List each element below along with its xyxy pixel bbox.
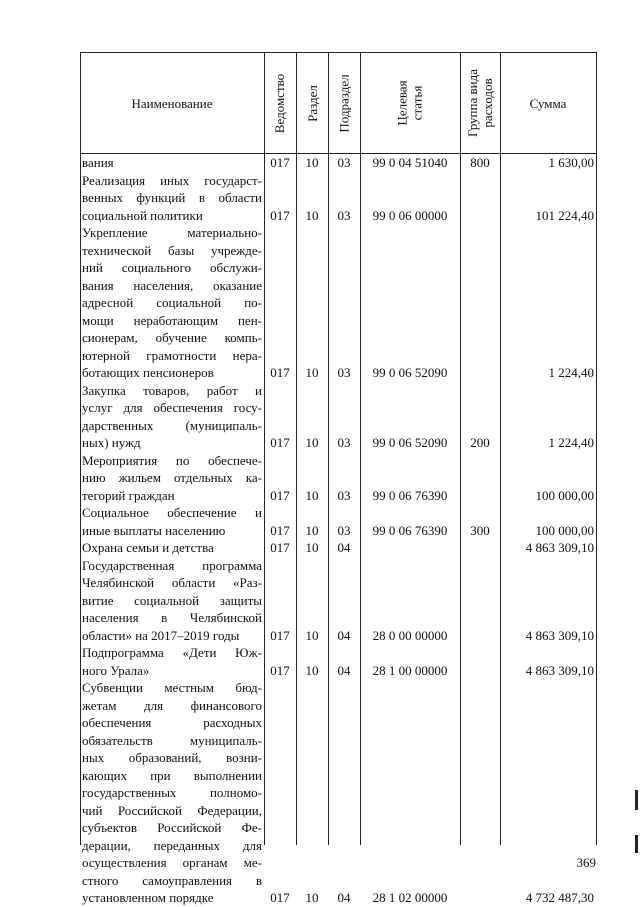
rule-left: [80, 52, 81, 845]
podrazdel-cell: 03: [337, 435, 351, 450]
razdel-cell: 10: [305, 627, 319, 643]
row-name-line: технической базы учрежде-: [82, 242, 262, 258]
celevaya-cell: 99 0 04 51040: [372, 155, 448, 170]
row-name: [82, 539, 262, 557]
row-name-line: ютерной грамотности нера-: [82, 347, 262, 363]
table-row: [80, 644, 596, 679]
razdel-cell: 10: [305, 522, 319, 538]
row-name-line: сионерам, обучение компь-: [82, 330, 262, 345]
row-name-line: венных функций в области: [82, 190, 262, 205]
table-row: [80, 452, 596, 505]
row-name-line: Челябинской области «Раз-: [82, 575, 262, 590]
row-name-line: Укрепление материально-: [82, 225, 262, 240]
podrazdel-cell: 03: [337, 207, 351, 223]
celevaya-cell: 28 1 02 00000: [372, 890, 448, 905]
header-gruppa: Группа вида расходов: [465, 69, 496, 137]
podrazdel-cell: 04: [337, 627, 351, 643]
header-podrazdel: Подраздел: [336, 73, 352, 133]
podrazdel-cell: 03: [337, 487, 351, 503]
row-name-line: ных) нужд: [82, 435, 141, 450]
row-name-line: населения в Челябинской: [82, 610, 262, 625]
row-name-line: Государственная программа: [82, 557, 262, 573]
row-name-line: адресной социальной по-: [82, 295, 262, 310]
celevaya-cell: 99 0 06 52090: [372, 365, 448, 380]
rule-right: [596, 52, 597, 845]
row-name-line: обеспечения расходных: [82, 715, 262, 730]
row-name: [82, 382, 262, 452]
header-vedomstvo: Ведомство: [272, 73, 288, 133]
row-name: [82, 154, 262, 172]
summa-cell: 1 224,40: [548, 435, 594, 450]
summa-cell: 4 732 487,30: [525, 890, 594, 905]
summa-cell: 100 000,00: [535, 522, 594, 538]
podrazdel-cell: 03: [337, 522, 351, 538]
row-name-line: Социальное обеспечение и: [82, 505, 262, 520]
row-name-line: жетам для финансового: [82, 697, 262, 713]
vedomstvo-cell: 017: [270, 540, 290, 555]
scan-edge-mark: [635, 790, 638, 810]
summa-cell: 100 000,00: [535, 487, 594, 503]
row-name-line: услуг для обеспечения госу-: [82, 400, 262, 415]
razdel-cell: 10: [305, 540, 319, 555]
row-name-line: дарственных (муниципаль-: [82, 417, 262, 433]
celevaya-cell: 99 0 06 52090: [372, 435, 448, 450]
row-name-line: Реализация иных государст-: [82, 172, 262, 188]
row-name-line: витие социальной защиты: [82, 592, 262, 608]
header-name: Наименование: [131, 95, 213, 111]
summa-cell: 101 224,40: [535, 207, 594, 223]
row-name-line: Субвенции местным бюд-: [82, 680, 262, 695]
rule-2: [296, 52, 297, 845]
row-name-line: стного самоуправления в: [82, 872, 262, 888]
celevaya-cell: 99 0 06 76390: [372, 522, 448, 538]
vedomstvo-cell: 017: [270, 487, 290, 503]
row-name-line: иные выплаты населению: [82, 522, 226, 538]
razdel-cell: 10: [305, 487, 319, 503]
razdel-cell: 10: [305, 365, 319, 380]
rule-3: [328, 52, 329, 845]
row-name-line: вания: [82, 155, 114, 170]
rule-6: [500, 52, 501, 845]
page-number: 369: [576, 855, 596, 870]
table-row: [80, 539, 596, 557]
row-name-line: тегорий граждан: [82, 487, 175, 503]
table-row: [80, 382, 596, 452]
row-name-line: ного Урала»: [82, 662, 150, 678]
vedomstvo-cell: 017: [270, 155, 290, 170]
row-name: [82, 557, 262, 645]
row-name: [82, 644, 262, 679]
row-name-line: ний социального обслужи-: [82, 260, 262, 275]
row-name-line: нию жильем отдельных ка-: [82, 470, 262, 485]
rule-5: [460, 52, 461, 845]
row-name-line: государственных полномо-: [82, 785, 262, 800]
row-name-line: мощи неработающим пен-: [82, 312, 262, 328]
row-name: [82, 452, 262, 505]
vedomstvo-cell: 017: [270, 662, 290, 678]
row-name: [82, 172, 262, 225]
vedomstvo-cell: 017: [270, 890, 290, 905]
vedomstvo-cell: 017: [270, 365, 290, 380]
vedomstvo-cell: 017: [270, 435, 290, 450]
row-name-line: субъектов Российской Фе-: [82, 820, 262, 835]
row-name-line: кающих при выполнении: [82, 767, 262, 783]
podrazdel-cell: 04: [337, 662, 351, 678]
razdel-cell: 10: [305, 662, 319, 678]
row-name-line: чий Российской Федерации,: [82, 802, 262, 818]
table-row: [80, 557, 596, 645]
rule-1: [264, 52, 265, 845]
razdel-cell: 10: [305, 207, 319, 223]
row-name-line: ных образований, возни-: [82, 750, 262, 765]
table-row: [80, 154, 596, 172]
celevaya-cell: 99 0 06 00000: [372, 207, 448, 223]
summa-cell: 4 863 309,10: [525, 627, 594, 643]
podrazdel-cell: 03: [337, 365, 351, 380]
scan-edge-mark: [635, 835, 638, 853]
celevaya-cell: 28 0 00 00000: [372, 627, 448, 643]
vedomstvo-cell: 017: [270, 522, 290, 538]
summa-cell: 4 863 309,10: [525, 662, 594, 678]
row-name-line: Подпрограмма «Дети Юж-: [82, 645, 262, 660]
row-name-line: обязательств муниципаль-: [82, 732, 262, 748]
podrazdel-cell: 03: [337, 155, 351, 170]
row-name-line: дерации, переданных для: [82, 837, 262, 853]
header-celevaya: Целевая статья: [394, 80, 425, 126]
row-name: [82, 504, 262, 539]
table-row: [80, 224, 596, 382]
gruppa-cell: 300: [470, 522, 490, 538]
razdel-cell: 10: [305, 890, 319, 905]
razdel-cell: 10: [305, 155, 319, 170]
table-row: [80, 172, 596, 225]
celevaya-cell: 99 0 06 76390: [372, 487, 448, 503]
podrazdel-cell: 04: [337, 540, 351, 555]
table-row: [80, 504, 596, 539]
summa-cell: 1 630,00: [548, 155, 594, 170]
podrazdel-cell: 04: [337, 890, 351, 905]
vedomstvo-cell: 017: [270, 207, 290, 223]
row-name-line: осуществления органам ме-: [82, 855, 262, 870]
rule-4: [360, 52, 361, 845]
gruppa-cell: 200: [470, 435, 490, 450]
row-name-line: Охрана семьи и детства: [82, 540, 214, 555]
row-name-line: Закупка товаров, работ и: [82, 382, 262, 398]
row-name-line: вания населения, оказание: [82, 277, 262, 293]
row-name-line: Мероприятия по обеспече-: [82, 452, 262, 468]
celevaya-cell: 28 1 00 00000: [372, 662, 448, 678]
gruppa-cell: 800: [470, 155, 490, 170]
row-name-line: установленном порядке: [82, 890, 214, 905]
header-summa: Сумма: [529, 95, 567, 111]
summa-cell: 4 863 309,10: [525, 540, 594, 555]
summa-cell: 1 224,40: [548, 365, 594, 380]
row-name: [82, 224, 262, 382]
vedomstvo-cell: 017: [270, 627, 290, 643]
table-row: [80, 679, 596, 907]
row-name-line: социальной политики: [82, 207, 203, 223]
row-name-line: ботающих пенсионеров: [82, 365, 214, 380]
row-name-line: области» на 2017–2019 годы: [82, 627, 240, 643]
row-name: [82, 679, 262, 907]
table-header: [80, 52, 596, 154]
razdel-cell: 10: [305, 435, 319, 450]
header-razdel: Раздел: [304, 84, 320, 122]
